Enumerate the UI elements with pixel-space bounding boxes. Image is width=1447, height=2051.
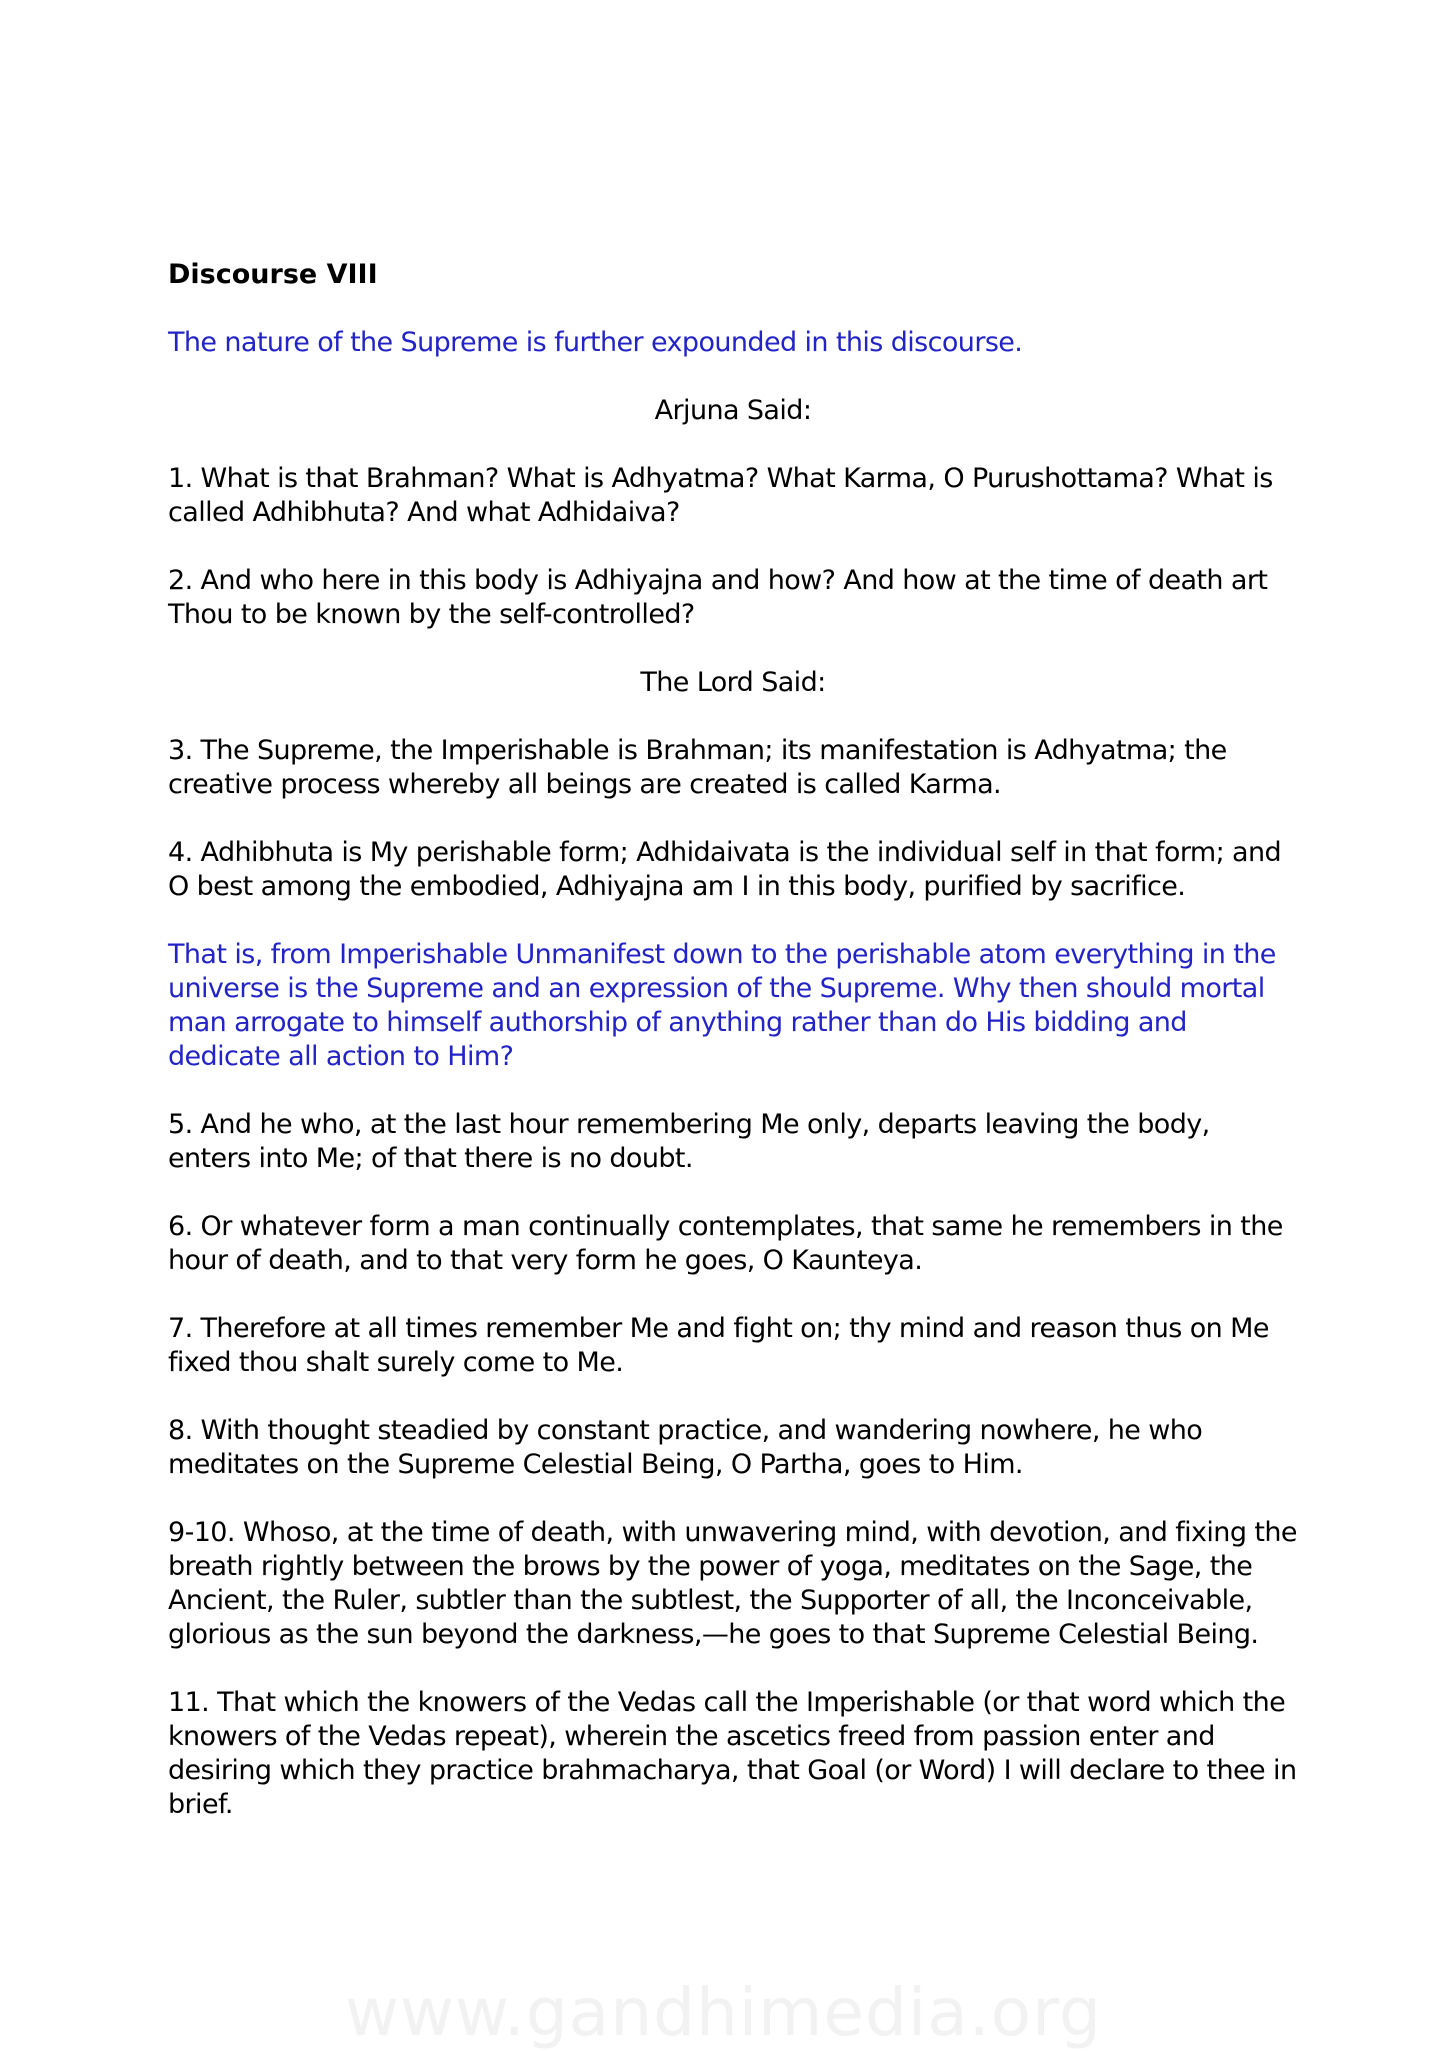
verse-7: 7. Therefore at all times remember Me and fight on; thy mind and reason thus on Me fixed thou shalt surely come to Me.: [168, 1313, 1269, 1378]
verse-11: 11. That which the knowers of the Vedas call the Imperishable (or that word which the knowers of the Vedas repeat), wherein the ascetics freed from passion enter and desiring which they practice brahmacharya, that Goal (or Word) I will declare to thee in brief.: [168, 1687, 1297, 1820]
verse-4: 4. Adhibhuta is My perishable form; Adhidaivata is the individual self in that form; and O best among the embodied, Adhiyajna am I in this body, purified by sacrifice.: [168, 837, 1282, 902]
verse-6: 6. Or whatever form a man continually contemplates, that same he remembers in the hour of death, and to that very form he goes, O Kaunteya.: [168, 1211, 1283, 1276]
speaker-arjuna: Arjuna Said:: [654, 395, 812, 426]
verse-2: 2. And who here in this body is Adhiyajna and how? And how at the time of death art Thou to be known by the self-controlled?: [168, 565, 1268, 630]
verse-8: 8. With thought steadied by constant practice, and wandering nowhere, he who meditates on the Supreme Celestial Being, O Partha, goes to Him.: [168, 1415, 1203, 1480]
verse-1: 1. What is that Brahman? What is Adhyatma? What Karma, O Purushottama? What is called Adhibhuta? And what Adhidaiva?: [168, 463, 1273, 528]
commentary-1: That is, from Imperishable Unmanifest down to the perishable atom everything in the universe is the Supreme and an expression of the Supreme. Why then should mortal man arrogate to himself authorship of anything rather than do His bidding and dedicate all action to Him?: [168, 939, 1276, 1072]
verse-5: 5. And he who, at the last hour remembering Me only, departs leaving the body, enters into Me; of that there is no doubt.: [168, 1109, 1210, 1174]
verse-3: 3. The Supreme, the Imperishable is Brahman; its manifestation is Adhyatma; the creative process whereby all beings are created is called Karma.: [168, 735, 1227, 800]
document-page: [168, 258, 1298, 1856]
watermark: www.gandhimedia.org: [345, 1974, 1102, 2051]
discourse-title: Discourse VIII: [168, 259, 378, 290]
verse-9-10: 9-10. Whoso, at the time of death, with unwavering mind, with devotion, and fixing the breath rightly between the brows by the power of yoga, meditates on the Sage, the Ancient, the Ruler, subtler than the subtlest, the Supporter of all, the Inconceivable, glorious as the sun beyond the darkness,—he goes to that Supreme Celestial Being.: [168, 1517, 1297, 1650]
intro-commentary: The nature of the Supreme is further expounded in this discourse.: [168, 327, 1023, 358]
speaker-lord: The Lord Said:: [640, 667, 826, 698]
